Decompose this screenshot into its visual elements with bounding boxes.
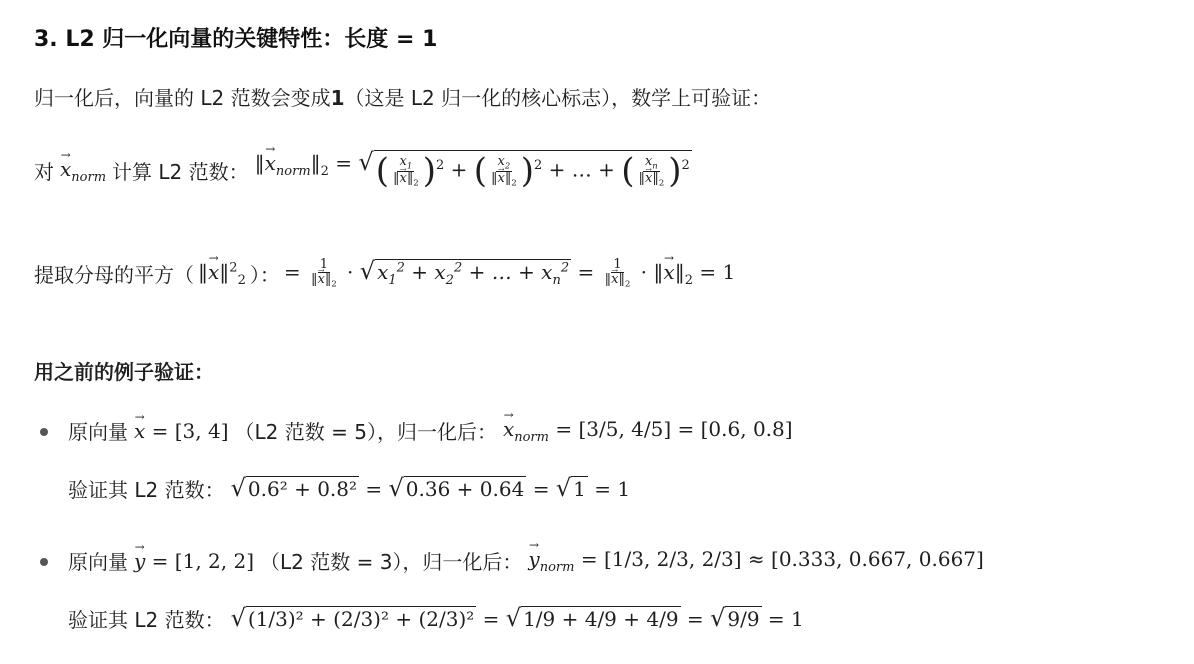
verify-line — [68, 604, 804, 633]
norm-squared: ‖→ x‖$^2_2$ — [198, 260, 246, 288]
bullet-dot — [40, 428, 48, 436]
bullet-dot — [40, 558, 48, 566]
norm-formula: ‖→ $x_{norm}‖_2$ = √ ( $\frac{x_1}{‖\to x‖_2}$ )$^2$ + ( $\frac{x_2}{‖\to x‖_2}$ )$^2$ + … + ( $\frac{x_n}{‖\to x‖_2}$ )$^2$ — [255, 150, 692, 191]
calc-formula-line — [34, 150, 692, 191]
normalized-expression: → $x_{norm} = [3/5$, 4/5] = [0.6, 0.8] — [503, 417, 793, 445]
verify-line — [68, 474, 630, 503]
extract-formula: = $\frac{1}{‖\to x‖_2}$ · √ $x_1^2 + x_2^2$ + … + $x_n^2$ = $\frac{1}{‖\to x‖_2}$ · ‖→ $x‖_2 = 1$ — [284, 258, 735, 289]
bullet-prefix: 原向量 — [68, 550, 128, 574]
verify-formula: √ (1/3)² + (2/3)² + (2/3)² = √ 1/9 + 4/9 + 4/9 = √ 9/9 = 1 — [230, 604, 804, 632]
intro-bold: 1 — [330, 86, 345, 110]
extract-formula-line — [34, 258, 735, 289]
norm-note: （L2 范数 = 5），归一化后： — [234, 420, 497, 444]
intro-after: （这是 L2 归一化的核心标志），数学上可验证： — [344, 86, 772, 110]
normalized-expression: → $y_{norm} = [1/3$, 2/3, 2/3] ≈ [0.333, 0.667, 0.667] — [528, 547, 983, 575]
example-heading: 用之前的例子验证： — [34, 360, 214, 384]
norm-note: （L2 范数 = 3），归一化后： — [260, 550, 523, 574]
intro-paragraph — [34, 82, 771, 111]
calc-label: 对 — [34, 160, 54, 184]
bullet-prefix: 原向量 — [68, 420, 128, 444]
verify-label: 验证其 L2 范数： — [68, 478, 225, 502]
verify-label: 验证其 L2 范数： — [68, 608, 225, 632]
calc-text: 计算 L2 范数： — [112, 160, 249, 184]
vector-expression: → y = [1, 2, 2] — [134, 549, 254, 573]
section-heading: 3. L2 归一化向量的关键特性：长度 = 1 — [34, 27, 438, 52]
list-item — [68, 416, 793, 445]
extract-close: ）： — [249, 263, 280, 288]
intro-before: 归一化后，向量的 L2 范数会变成 — [34, 86, 331, 110]
extract-text: 提取分母的平方（ — [34, 263, 194, 288]
verify-formula: √ 0.6² + 0.8² = √ 0.36 + 0.64 = √ 1 = 1 — [230, 474, 631, 502]
list-item — [68, 546, 984, 575]
x-norm-symbol: → $x_{norm}$ — [60, 157, 106, 185]
vector-expression: → x = [3, 4] — [134, 419, 229, 443]
